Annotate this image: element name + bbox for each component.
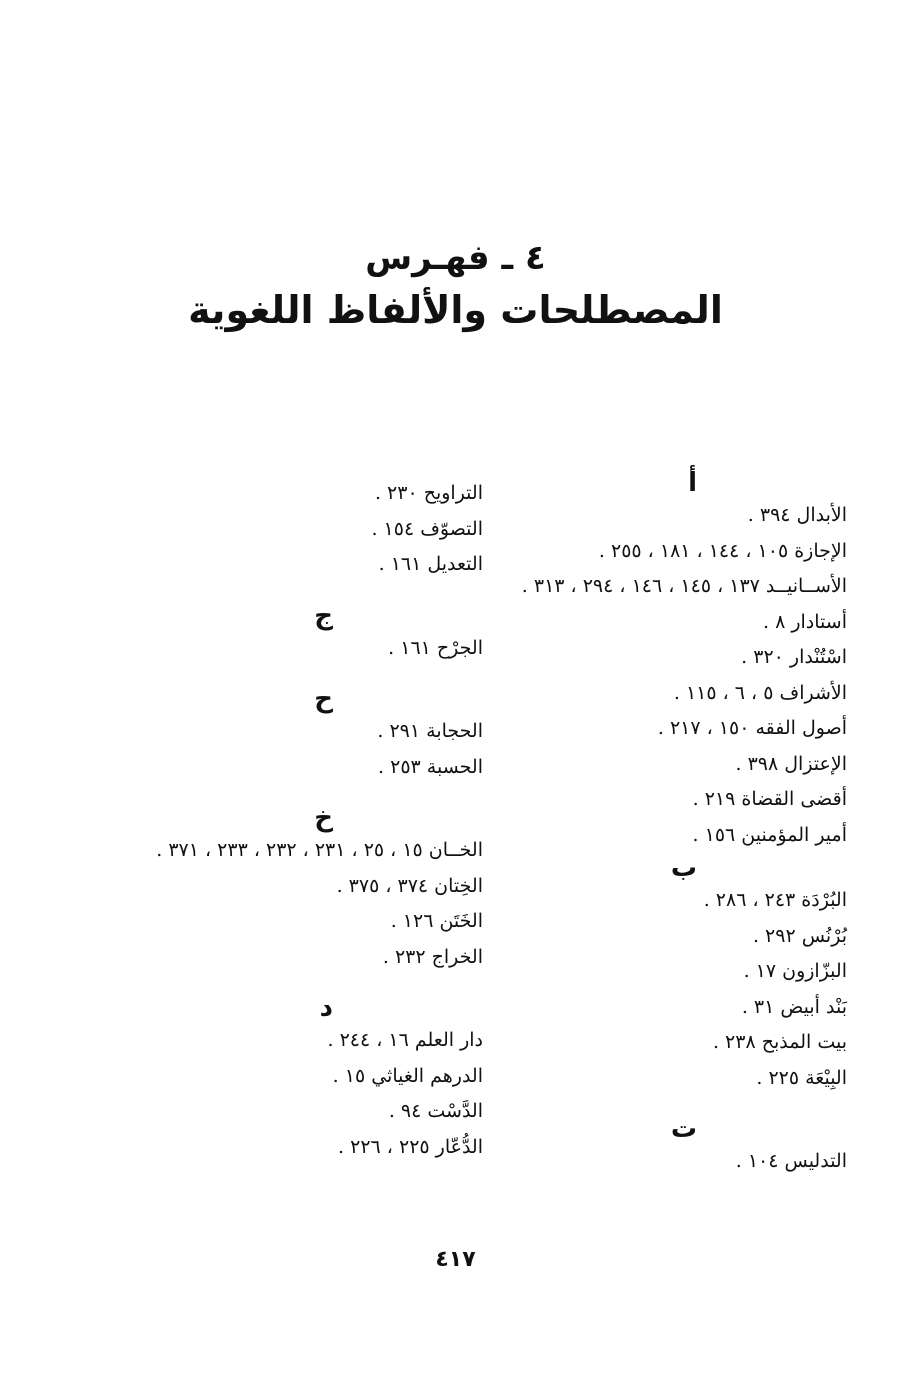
page-number: ٤١٧: [435, 1247, 476, 1272]
letter-heading-ha: ح: [314, 684, 333, 714]
left-column: [143, 476, 483, 1165]
index-entry: بُرْنُس ٢٩٢ .: [752, 924, 847, 947]
letter-heading-alif: أ: [688, 468, 697, 498]
index-entry: الدَّسْت ٩٤ .: [388, 1100, 483, 1122]
index-entry: التصوّف ١٥٤ .: [371, 517, 483, 540]
index-entry: الدرهم الغياثي ١٥ .: [332, 1064, 483, 1087]
index-entry: الإعتزال ٣٩٨ .: [735, 752, 847, 775]
index-entry: الخِتان ٣٧٤ ، ٣٧٥ .: [336, 874, 483, 897]
index-title: المصطلحات والألفاظ اللغوية: [188, 288, 723, 332]
index-entry: الخــان ١٥ ، ٢٥ ، ٢٣١ ، ٢٣٢ ، ٢٣٣ ، ٣٧١ .: [156, 839, 483, 861]
index-entry: التعديل ١٦١ .: [378, 553, 483, 575]
index-entry: الحجابة ٢٩١ .: [377, 720, 483, 742]
index-entry: الإجازة ١٠٥ ، ١٤٤ ، ١٨١ ، ٢٥٥ .: [598, 539, 847, 562]
index-entry: الأشراف ٥ ، ٦ ، ١١٥ .: [673, 681, 847, 704]
index-entry: الجرْح ١٦١ .: [388, 636, 483, 659]
letter-heading-dal: د: [319, 993, 333, 1023]
letter-heading-kha: خ: [314, 803, 333, 833]
index-entry: أمير المؤمنين ١٥٦ .: [692, 823, 847, 846]
right-column: [507, 468, 847, 1180]
index-entry: الخراج ٢٣٢ .: [382, 945, 483, 968]
index-entry: البزّازون ١٧ .: [743, 960, 847, 982]
letter-heading-jim: ج: [314, 600, 333, 631]
index-entry: دار العلم ١٦ ، ٢٤٤ .: [327, 1029, 483, 1051]
index-entry: بَنْد أبيض ٣١ .: [741, 995, 847, 1018]
letter-heading-ta: ت: [670, 1114, 697, 1144]
index-entry: أصول الفقه ١٥٠ ، ٢١٧ .: [657, 717, 847, 739]
index-entry: البُرْدَة ٢٤٣ ، ٢٨٦ .: [703, 889, 847, 911]
index-entry: بيت المذبح ٢٣٨ .: [712, 1031, 847, 1053]
index-entry: أقضى القضاة ٢١٩ .: [692, 788, 847, 810]
index-entry: اسْتُنْدار ٣٢٠ .: [741, 646, 847, 668]
index-number-title: ٤ ـ فهـرس: [365, 238, 546, 278]
index-entry: التراويح ٢٣٠ .: [374, 482, 483, 504]
index-entry: الحسبة ٢٥٣ .: [378, 755, 483, 778]
index-entry: الدُّعّار ٢٢٥ ، ٢٢٦ .: [338, 1135, 483, 1158]
index-entry: التدليس ١٠٤ .: [735, 1150, 847, 1172]
index-entry: الأســانيــد ١٣٧ ، ١٤٥ ، ١٤٦ ، ٢٩٤ ، ٣١٣ .: [521, 575, 847, 597]
index-entry: الأبدال ٣٩٤ .: [747, 504, 847, 526]
index-entry: أستادار ٨ .: [763, 610, 847, 633]
letter-heading-ba: ب: [670, 853, 697, 883]
index-entry: البِيْعَة ٢٢٥ .: [756, 1066, 847, 1089]
index-entry: الخَتَن ١٢٦ .: [390, 910, 483, 932]
